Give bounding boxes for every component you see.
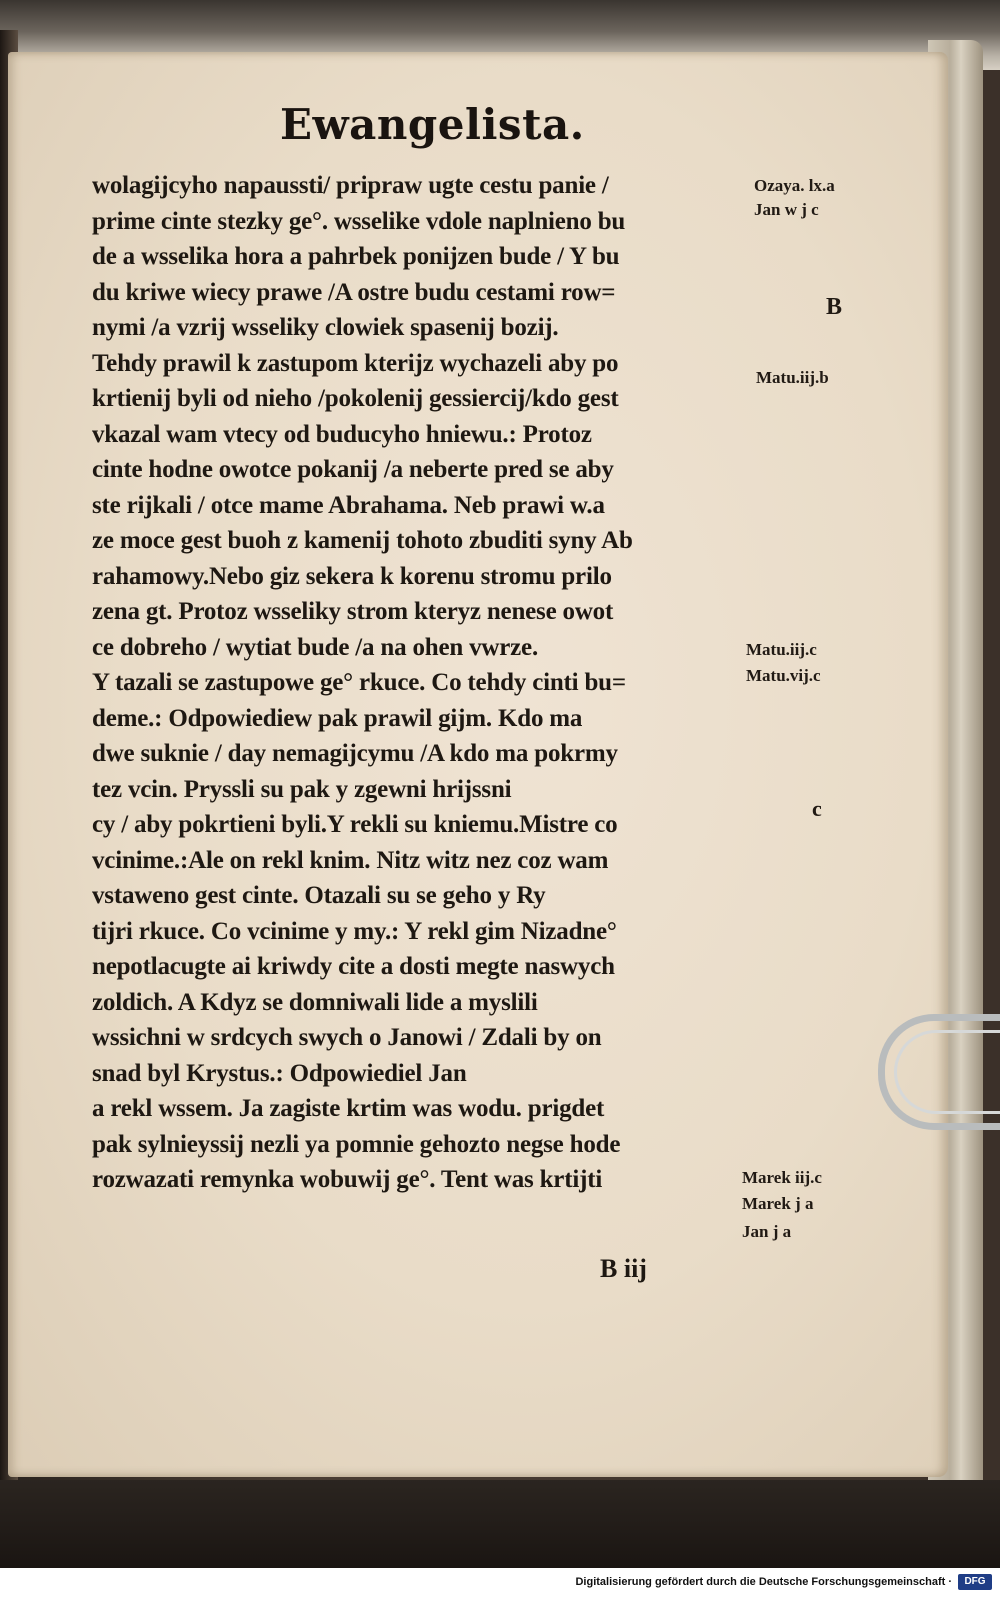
text-line: wssichni w srdcych swych o Janowi / Zdali by on bbox=[92, 1024, 602, 1051]
margin-note: Jan j a bbox=[742, 1222, 792, 1241]
text-line: nepotlacugte ai kriwdy cite a dosti megte naswych bbox=[92, 953, 615, 980]
text-line: tez vcin. Prysslі su pak y zgewni hrijssni bbox=[92, 775, 512, 803]
text-line: tijri rkuce. Co vcinime y my.: Y rekl gim Nizadne° bbox=[92, 917, 617, 945]
text-line: cy / aby pokrtieni byli.Y rekli su kniemu.Mistre co bbox=[92, 811, 618, 838]
text-line: krtienij byli od nieho /pokolenij gessiercij/kdo gest bbox=[92, 385, 619, 412]
text-line: cinte hodne owotce pokanij /a neberte pred se aby bbox=[92, 456, 614, 483]
margin-note: Matu.iij.b bbox=[756, 368, 829, 387]
text-line: zoldich. A Kdyz se domniwali lide a myslili bbox=[92, 988, 538, 1016]
text-line: du kriwe wiecy prawe /A ostre budu cestami row= bbox=[92, 278, 616, 306]
text-line: de a wsselika hora a pahrbek ponijzen bude / Y bu bbox=[92, 243, 620, 270]
dfg-logo: DFG bbox=[958, 1574, 992, 1590]
margin-note: B bbox=[826, 294, 843, 320]
margin-note: Matu.vij.c bbox=[746, 666, 821, 685]
text-line: wolagijcyho napaussti/ pripraw ugte cestu panie / bbox=[92, 172, 609, 199]
paper-clip-inner bbox=[894, 1030, 1000, 1114]
text-line: pak sylnieyssij nezli ya pomnie gehozto negse hode bbox=[92, 1130, 621, 1158]
text-line: vcinime.:Ale on rekl knim. Nitz witz nez coz wam bbox=[92, 846, 609, 874]
scan-bottom-edge bbox=[0, 1480, 1000, 1568]
text-line: nymi /a vzrij wsseliky clowiek spasenij bozij. bbox=[92, 314, 559, 341]
funding-credit: Digitalisierung gefördert durch die Deutsche Forschungsgemeinschaft · bbox=[575, 1576, 952, 1588]
text-line: prime cinte stezky ge°. wsselike vdole naplnieno bu bbox=[92, 207, 626, 235]
margin-note: Matu.iij.c bbox=[746, 640, 817, 659]
text-line: vstaweno gest cinte. Otazali su se geho y Ry bbox=[92, 882, 546, 909]
margin-note: Ozaya. lx.a bbox=[754, 176, 835, 195]
text-line: snad byl Krystus.: Odpowiediel Jan bbox=[92, 1059, 467, 1087]
running-head: Ewangelista. bbox=[280, 100, 585, 149]
text-line: rahamowy.Nebo giz sekera k korenu stromu prilo bbox=[92, 562, 612, 590]
margin-note: Marek j a bbox=[742, 1194, 814, 1213]
text-line: zena gt. Protoz wsseliky strom kteryz nenese owot bbox=[92, 598, 614, 625]
margin-note: c bbox=[812, 796, 822, 821]
text-line: ste rijkali / otce mame Abrahama. Neb prawi w.a bbox=[92, 491, 605, 519]
text-line: Y tazali se zastupowe ge° rkuce. Co tehdy cinti bu= bbox=[92, 669, 626, 696]
text-line: ze moce gest buoh z kamenij tohoto zbuditi syny Ab bbox=[92, 527, 633, 554]
text-line: deme.: Odpowiediew pak prawil gijm. Kdo ma bbox=[92, 704, 583, 732]
body-text bbox=[92, 168, 742, 1198]
text-line: ce dobreho / wytiat bude /a na ohen vwrze. bbox=[92, 633, 538, 661]
margin-note: Jan w j c bbox=[754, 200, 819, 219]
text-line: rozwazati remynka wobuwij ge°. Tent was krtijti bbox=[92, 1166, 603, 1193]
margin-note: Marek iij.c bbox=[742, 1168, 822, 1187]
text-line: Tehdy prawil k zastupom kterijz wychazeli aby po bbox=[92, 349, 619, 377]
text-line: dwe suknie / day nemagijcymu /A kdo ma pokrmy bbox=[92, 740, 618, 767]
signature-mark: B iij bbox=[600, 1254, 647, 1283]
text-line: vkazal wam vtecy od buducyho hniewu.: Protoz bbox=[92, 420, 592, 448]
text-line: a rekl wssem. Ja zagiste krtim was wodu. prigdet bbox=[92, 1095, 605, 1122]
